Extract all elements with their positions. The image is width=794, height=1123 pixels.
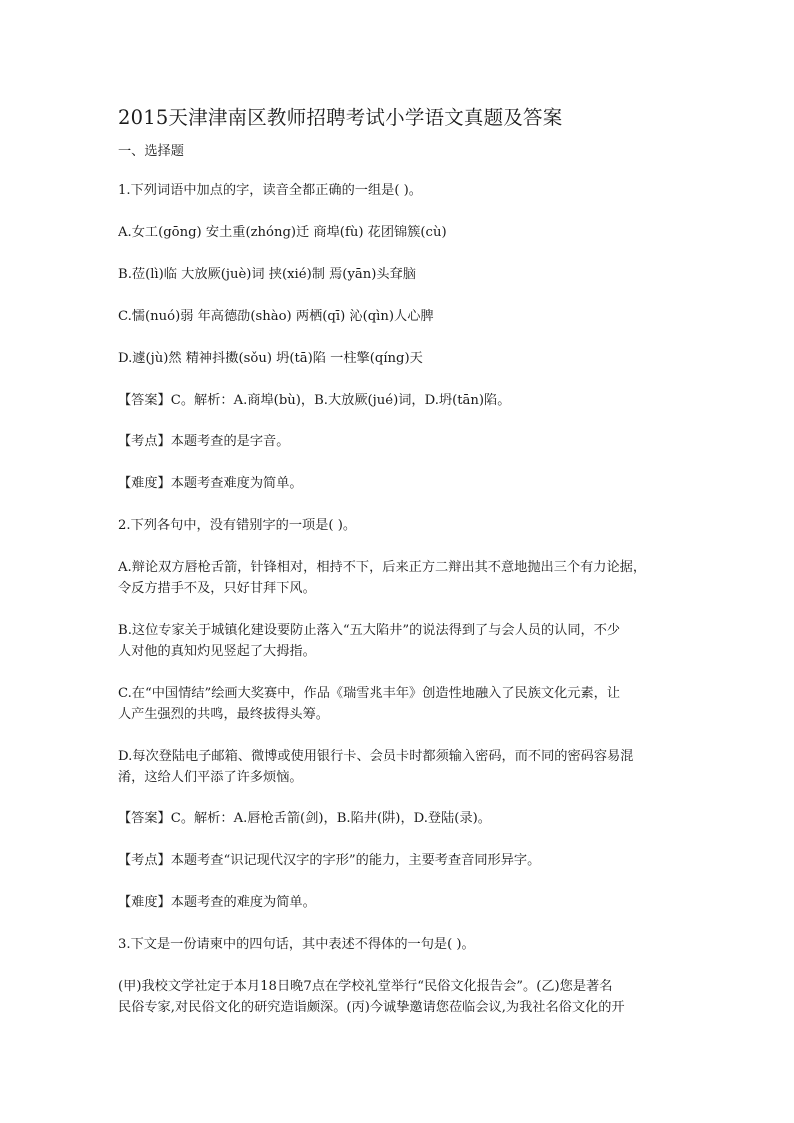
question-2-option-b-line-1: B.这位专家关于城镇化建设要防止落入“五大陷井”的说法得到了与会人员的认同，不少: [118, 623, 621, 638]
question-1-difficulty: 【难度】本题考查难度为简单。: [118, 476, 303, 491]
question-2-option-c-line-1: C.在“中国情结”绘画大奖赛中，作品《瑞雪兆丰年》创造性地融入了民族文化元素，让: [118, 686, 621, 701]
question-2-option-c-line-2: 人产生强烈的共鸣，最终拔得头筹。: [118, 707, 329, 722]
question-3-passage-line-2: 民俗专家,对民俗文化的研究造诣颇深。(丙)今诚挚邀请您莅临会议,为我社名俗文化的开: [118, 1000, 625, 1015]
question-1-answer: 【答案】C。解析：A.商埠(bù)，B.大放厥(jué)词，D.坍(tān)陷。: [118, 393, 511, 408]
section-heading: 一、选择题: [118, 144, 184, 159]
document-title: 2015天津津南区教师招聘考试小学语文真题及答案: [118, 106, 563, 129]
question-2-option-a-line-2: 令反方措手不及，只好甘拜下风。: [118, 581, 316, 596]
question-2-difficulty: 【难度】本题考查的难度为简单。: [118, 895, 316, 910]
question-2-option-d-line-2: 淆，这给人们平添了许多烦恼。: [118, 770, 303, 785]
question-2-answer: 【答案】C。解析：A.唇枪舌箭(剑)，B.陷井(阱)，D.登陆(录)。: [118, 811, 491, 826]
question-2-point: 【考点】本题考查“识记现代汉字的字形”的能力，主要考查音同形异字。: [118, 853, 541, 868]
question-1-option-d: D.遽(jù)然 精神抖擞(sǒu) 坍(tā)陷 一柱擎(qíng)天: [118, 351, 423, 366]
question-1-option-c: C.懦(nuó)弱 年高德劭(shào) 两栖(qī) 沁(qìn)人心脾: [118, 309, 434, 324]
question-3-passage-line-1: (甲)我校文学社定于本月18日晚7点在学校礼堂举行“民俗文化报告会”。(乙)您是著名: [118, 979, 613, 994]
question-3-stem: 3.下文是一份请柬中的四句话，其中表述不得体的一句是( )。: [118, 937, 475, 952]
question-2-stem: 2.下列各句中，没有错别字的一项是( )。: [118, 518, 357, 533]
question-1-stem: 1.下列词语中加点的字，读音全都正确的一组是( )。: [118, 183, 422, 198]
question-2-option-d-line-1: D.每次登陆电子邮箱、微博或使用银行卡、会员卡时都须输入密码，而不同的密码容易混: [118, 749, 634, 764]
question-1-point: 【考点】本题考查的是字音。: [118, 434, 290, 449]
question-2-option-a-line-1: A.辩论双方唇枪舌箭，针锋相对，相持不下，后来正方二辩出其不意地抛出三个有力论据，: [118, 560, 647, 575]
question-1-option-a: A.女工(gōng) 安土重(zhóng)迁 商埠(fù) 花团锦簇(cù): [118, 225, 447, 240]
question-1-option-b: B.莅(lì)临 大放厥(juè)词 挟(xié)制 焉(yān)头耷脑: [118, 267, 416, 282]
question-2-option-b-line-2: 人对他的真知灼见竖起了大拇指。: [118, 644, 316, 659]
